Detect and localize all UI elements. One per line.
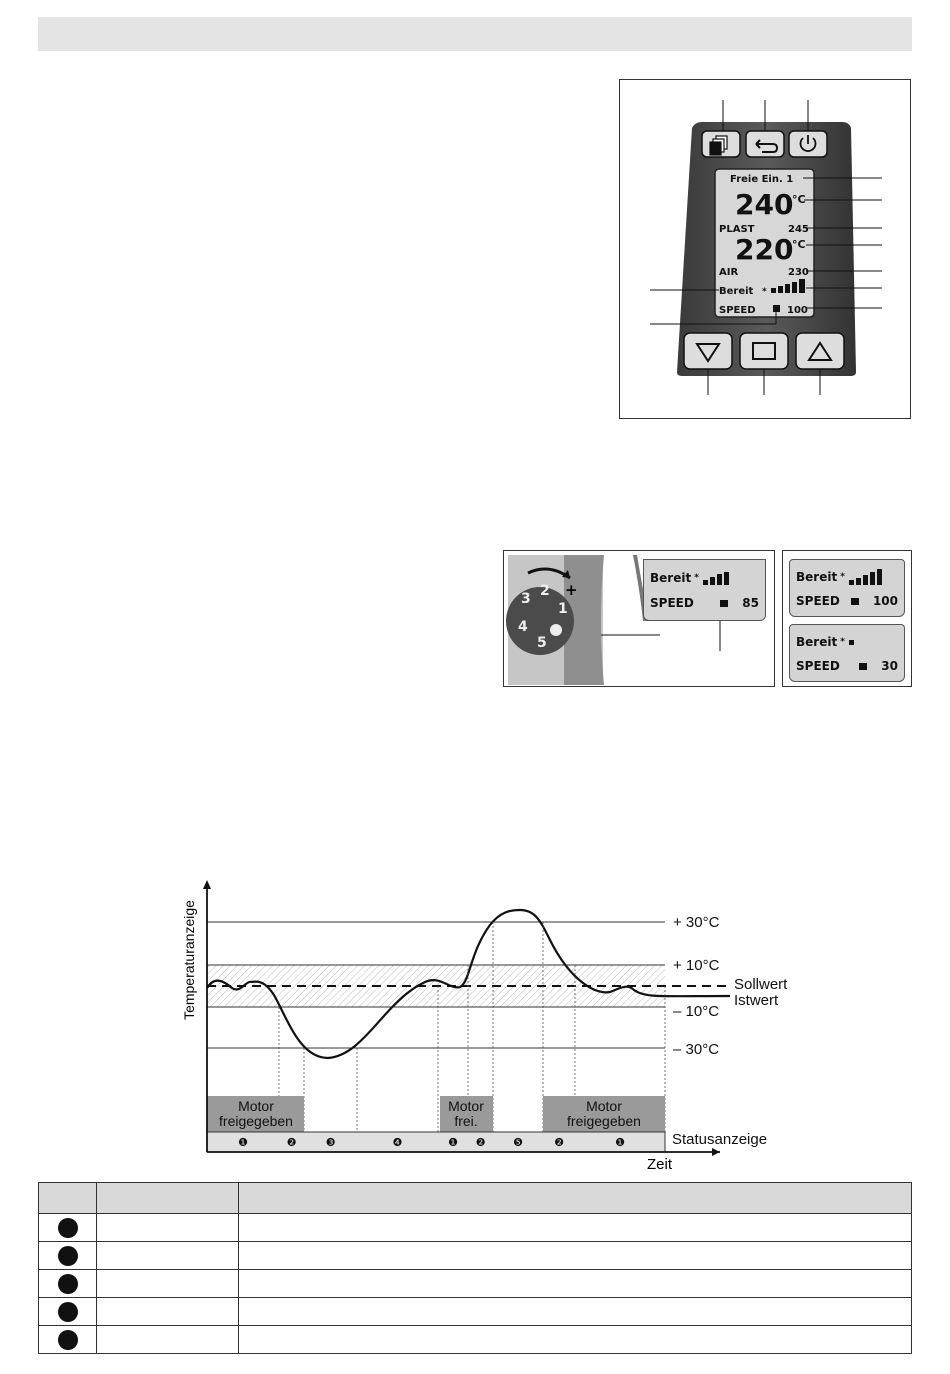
- speed-example-high: [789, 559, 905, 617]
- status-dot-icon: [58, 1246, 78, 1266]
- status-dot-icon: [58, 1218, 78, 1238]
- table-row: [39, 1214, 912, 1242]
- motor-label-2a: Motor: [448, 1098, 484, 1114]
- example-speed-value: 100: [872, 594, 898, 608]
- ref-label-plus30: + 30°C: [673, 914, 720, 931]
- status-number-9: ❶: [615, 1136, 625, 1149]
- dial-number-3: 3: [521, 591, 531, 607]
- istwert-label: Istwert: [734, 992, 779, 1009]
- temperature-status-chart: [170, 870, 810, 1175]
- status-dot-icon: [58, 1330, 78, 1350]
- x-axis-arrow-icon: [712, 1148, 720, 1156]
- dial-speed-display: [643, 559, 766, 621]
- speed-indicator-icon: [859, 663, 867, 670]
- status-number-3: ❸: [325, 1136, 336, 1149]
- status-table: [38, 1182, 912, 1354]
- table-cell: [97, 1242, 239, 1270]
- motor-label-3a: Motor: [586, 1098, 622, 1114]
- status-number-4: ❹: [392, 1136, 403, 1149]
- speed-bars-icon: [849, 569, 882, 585]
- table-row: [39, 1326, 912, 1354]
- ref-label-minus10: – 10°C: [673, 1003, 720, 1020]
- table-cell: [239, 1214, 912, 1242]
- status-axis-label: Statusanzeige: [672, 1131, 768, 1148]
- lcd-air-value: 230: [788, 267, 809, 278]
- chart-svg: [170, 870, 810, 1175]
- lcd-speed-value: 100: [787, 305, 808, 316]
- speed-dial-figure: [503, 550, 775, 687]
- speed-bars-icon: [849, 640, 854, 645]
- dial-number-4: 4: [518, 619, 528, 635]
- lcd-material-value: 245: [788, 224, 809, 235]
- lcd-temp-set: 240: [735, 188, 794, 221]
- table-cell: [97, 1298, 239, 1326]
- status-number-6: ❷: [475, 1136, 486, 1149]
- lcd-unit-2: °C: [792, 238, 806, 251]
- table-row: [39, 1270, 912, 1298]
- status-number-8: ❷: [554, 1136, 564, 1149]
- dial-number-5: 5: [537, 635, 547, 651]
- table-cell: [239, 1326, 912, 1354]
- star-icon: *: [840, 637, 845, 647]
- x-axis-label: Zeit: [647, 1156, 673, 1173]
- menu-icon: [710, 136, 727, 155]
- status-number-1: ❶: [238, 1136, 248, 1149]
- speed-indicator-icon: [773, 305, 780, 312]
- plus-label: +: [565, 581, 578, 599]
- table-header-cell: [97, 1183, 239, 1214]
- table-cell: [239, 1298, 912, 1326]
- star-icon: *: [694, 573, 699, 583]
- page-header-bar: [38, 17, 912, 51]
- speed-example-low: [789, 624, 905, 682]
- lcd-unit-1: °C: [792, 193, 806, 206]
- up-button[interactable]: [796, 333, 844, 369]
- dial-number-1: 1: [558, 601, 568, 617]
- lcd-program: Freie Ein. 1: [730, 174, 794, 185]
- speed-bars-icon: [703, 572, 729, 585]
- table-header-cell: [239, 1183, 912, 1214]
- lcd-temp-actual: 220: [735, 233, 794, 266]
- dial-speed-value: 85: [742, 596, 759, 610]
- example-speed-value: 30: [881, 659, 898, 673]
- motor-label-2b: frei.: [454, 1113, 478, 1129]
- table-header-cell: [39, 1183, 97, 1214]
- star-icon: *: [840, 572, 845, 582]
- control-panel-drawing: [620, 80, 912, 420]
- dial-speed-label: SPEED: [650, 596, 694, 610]
- status-dot-icon: [58, 1274, 78, 1294]
- motor-label-1a: Motor: [238, 1098, 274, 1114]
- status-strip: [207, 1132, 665, 1152]
- table-cell: [97, 1214, 239, 1242]
- motor-label-1b: freigegeben: [219, 1113, 293, 1129]
- table-header-row: [39, 1183, 912, 1214]
- status-number-7: ❺: [513, 1136, 523, 1149]
- dial-marker-icon: [550, 624, 562, 636]
- example-speed-label: SPEED: [796, 659, 840, 673]
- table-cell: [239, 1270, 912, 1298]
- lcd-air: AIR: [719, 267, 739, 278]
- enter-button[interactable]: [740, 333, 788, 369]
- motor-label-3b: freigegeben: [567, 1113, 641, 1129]
- control-panel-figure: [619, 79, 911, 419]
- table-cell: [239, 1242, 912, 1270]
- status-number-5: ❶: [448, 1136, 458, 1149]
- y-axis-arrow-icon: [203, 880, 211, 889]
- speed-examples-figure: [782, 550, 912, 687]
- status-dot-icon: [58, 1302, 78, 1322]
- table-row: [39, 1242, 912, 1270]
- status-number-2: ❷: [286, 1136, 297, 1149]
- example-status: Bereit: [796, 635, 838, 649]
- ref-label-minus30: – 30°C: [673, 1041, 720, 1058]
- y-axis-label: Temperaturanzeige: [181, 900, 197, 1020]
- lcd-material: PLAST: [719, 224, 755, 235]
- example-speed-label: SPEED: [796, 594, 840, 608]
- table-row: [39, 1298, 912, 1326]
- dial-number-2: 2: [540, 583, 550, 599]
- example-status: Bereit: [796, 570, 838, 584]
- ref-label-plus10: + 10°C: [673, 957, 720, 974]
- table-cell: [97, 1270, 239, 1298]
- speed-indicator-icon: [851, 598, 859, 605]
- down-button[interactable]: [684, 333, 732, 369]
- table-cell: [97, 1326, 239, 1354]
- sollwert-label: Sollwert: [734, 976, 788, 993]
- speed-indicator-icon: [720, 600, 728, 607]
- star-icon: *: [762, 287, 767, 297]
- dial-status: Bereit: [650, 571, 692, 585]
- lcd-status: Bereit: [719, 286, 754, 297]
- lcd-speed-label: SPEED: [719, 305, 756, 316]
